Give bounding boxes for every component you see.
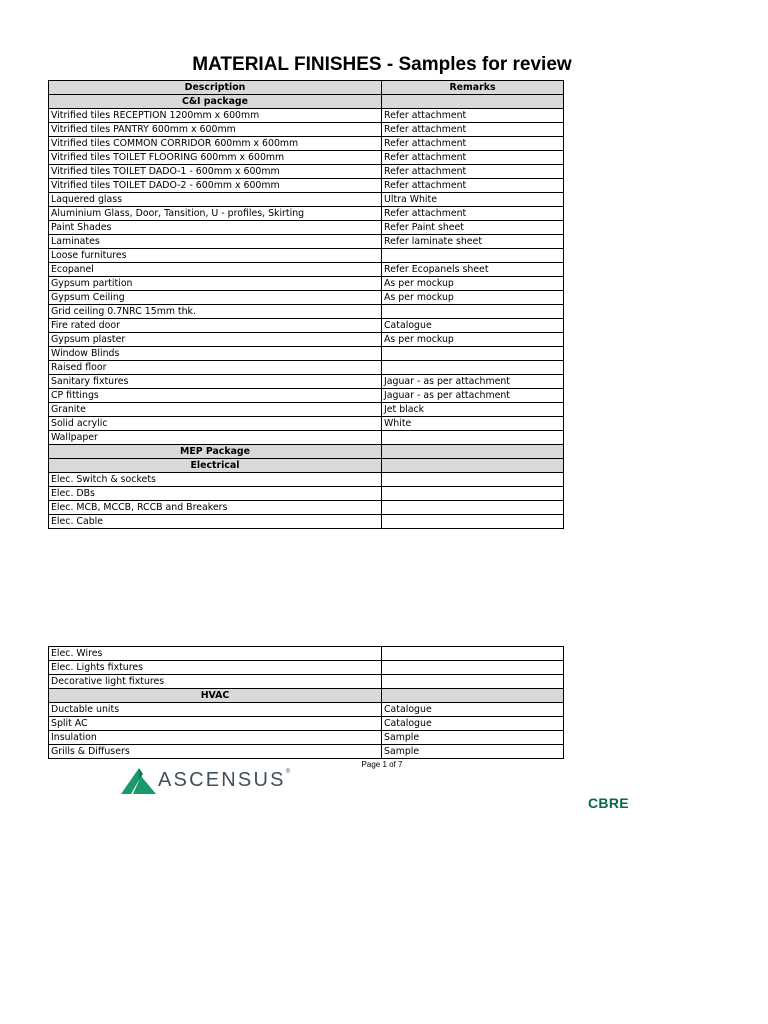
cbre-logo: CBRE — [588, 795, 629, 811]
material-finishes-table-continued — [48, 646, 564, 759]
remarks-cell: Refer attachment — [382, 109, 564, 123]
remarks-cell — [382, 501, 564, 515]
remarks-cell: Jaguar - as per attachment — [382, 389, 564, 403]
remarks-cell: As per mockup — [382, 291, 564, 305]
description-cell: Raised floor — [49, 361, 382, 375]
table-row — [49, 179, 564, 193]
remarks-cell: Refer Paint sheet — [382, 221, 564, 235]
description-cell: Fire rated door — [49, 319, 382, 333]
remarks-cell: Refer attachment — [382, 123, 564, 137]
remarks-cell: Sample — [382, 745, 564, 759]
table-row — [49, 675, 564, 689]
remarks-cell — [382, 347, 564, 361]
remarks-cell: Sample — [382, 731, 564, 745]
description-cell: Insulation — [49, 731, 382, 745]
description-cell: Gypsum partition — [49, 277, 382, 291]
description-cell: Wallpaper — [49, 431, 382, 445]
table-row — [49, 417, 564, 431]
remarks-cell: Refer attachment — [382, 151, 564, 165]
section-title: MEP Package — [49, 445, 382, 459]
table-header-row — [49, 81, 564, 95]
remarks-cell — [382, 95, 564, 109]
table-row — [49, 165, 564, 179]
description-cell: Grid ceiling 0.7NRC 15mm thk. — [49, 305, 382, 319]
table-row — [49, 249, 564, 263]
remarks-cell: White — [382, 417, 564, 431]
description-cell: Vitrified tiles TOILET DADO-2 - 600mm x 600mm — [49, 179, 382, 193]
remarks-cell: Jet black — [382, 403, 564, 417]
description-cell: Granite — [49, 403, 382, 417]
table-row — [49, 333, 564, 347]
table-row — [49, 717, 564, 731]
description-cell: Laquered glass — [49, 193, 382, 207]
description-cell: Vitrified tiles PANTRY 600mm x 600mm — [49, 123, 382, 137]
table-row — [49, 389, 564, 403]
table-row — [49, 431, 564, 445]
description-cell: Ductable units — [49, 703, 382, 717]
remarks-cell — [382, 675, 564, 689]
section-title: Electrical — [49, 459, 382, 473]
table-row — [49, 291, 564, 305]
page-number: Page 1 of 7 — [361, 760, 403, 769]
description-cell: Aluminium Glass, Door, Tansition, U - profiles, Skirting — [49, 207, 382, 221]
description-cell: Vitrified tiles TOILET FLOORING 600mm x 600mm — [49, 151, 382, 165]
remarks-cell — [382, 361, 564, 375]
table-row — [49, 745, 564, 759]
description-cell: Elec. Lights fixtures — [49, 661, 382, 675]
remarks-cell: As per mockup — [382, 277, 564, 291]
remarks-cell — [382, 473, 564, 487]
table-row — [49, 375, 564, 389]
table-row — [49, 207, 564, 221]
column-header-description: Description — [49, 81, 382, 95]
remarks-cell: Catalogue — [382, 717, 564, 731]
remarks-cell — [382, 487, 564, 501]
table-row — [49, 319, 564, 333]
table-row — [49, 235, 564, 249]
remarks-cell — [382, 249, 564, 263]
description-cell: Sanitary fixtures — [49, 375, 382, 389]
description-cell: Laminates — [49, 235, 382, 249]
ascensus-mountain-icon — [120, 766, 158, 796]
table-row — [49, 703, 564, 717]
description-cell: CP fittings — [49, 389, 382, 403]
section-title: C&I package — [49, 95, 382, 109]
description-cell: Loose furnitures — [49, 249, 382, 263]
table-row — [49, 473, 564, 487]
table-row — [49, 123, 564, 137]
ascensus-logo — [120, 766, 320, 796]
remarks-cell — [382, 661, 564, 675]
description-cell: Elec. Switch & sockets — [49, 473, 382, 487]
remarks-cell — [382, 647, 564, 661]
remarks-cell: Jaguar - as per attachment — [382, 375, 564, 389]
remarks-cell: Refer Ecopanels sheet — [382, 263, 564, 277]
table-row — [49, 501, 564, 515]
remarks-cell: Refer attachment — [382, 165, 564, 179]
description-cell: Ecopanel — [49, 263, 382, 277]
table-row — [49, 221, 564, 235]
section-row — [49, 445, 564, 459]
description-cell: Vitrified tiles COMMON CORRIDOR 600mm x 600mm — [49, 137, 382, 151]
remarks-cell — [382, 459, 564, 473]
description-cell: Grills & Diffusers — [49, 745, 382, 759]
table-row — [49, 487, 564, 501]
table-row — [49, 731, 564, 745]
description-cell: Gypsum plaster — [49, 333, 382, 347]
table-row — [49, 277, 564, 291]
remarks-cell: Refer attachment — [382, 207, 564, 221]
remarks-cell: Refer attachment — [382, 179, 564, 193]
section-row — [49, 459, 564, 473]
table-row — [49, 263, 564, 277]
remarks-cell — [382, 305, 564, 319]
table-row — [49, 109, 564, 123]
table-row — [49, 347, 564, 361]
ascensus-wordmark: ASCENSUS® — [158, 769, 291, 791]
description-cell: Decorative light fixtures — [49, 675, 382, 689]
table-row — [49, 361, 564, 375]
description-cell: Elec. Wires — [49, 647, 382, 661]
remarks-cell: Refer attachment — [382, 137, 564, 151]
remarks-cell: Catalogue — [382, 703, 564, 717]
description-cell: Gypsum Ceiling — [49, 291, 382, 305]
description-cell: Vitrified tiles TOILET DADO-1 - 600mm x 600mm — [49, 165, 382, 179]
description-cell: Window Blinds — [49, 347, 382, 361]
description-cell: Split AC — [49, 717, 382, 731]
section-title: HVAC — [49, 689, 382, 703]
remarks-cell: Ultra White — [382, 193, 564, 207]
document-title: MATERIAL FINISHES - Samples for review — [192, 54, 572, 75]
table-row — [49, 515, 564, 529]
remarks-cell: As per mockup — [382, 333, 564, 347]
remarks-cell — [382, 515, 564, 529]
remarks-cell — [382, 689, 564, 703]
description-cell: Vitrified tiles RECEPTION 1200mm x 600mm — [49, 109, 382, 123]
table-row — [49, 137, 564, 151]
section-row — [49, 95, 564, 109]
description-cell: Elec. MCB, MCCB, RCCB and Breakers — [49, 501, 382, 515]
section-row — [49, 689, 564, 703]
description-cell: Solid acrylic — [49, 417, 382, 431]
remarks-cell — [382, 431, 564, 445]
table-row — [49, 305, 564, 319]
table-row — [49, 193, 564, 207]
remarks-cell — [382, 445, 564, 459]
remarks-cell: Catalogue — [382, 319, 564, 333]
description-cell: Elec. DBs — [49, 487, 382, 501]
description-cell: Paint Shades — [49, 221, 382, 235]
table-row — [49, 647, 564, 661]
table-row — [49, 661, 564, 675]
description-cell: Elec. Cable — [49, 515, 382, 529]
table-row — [49, 403, 564, 417]
table-row — [49, 151, 564, 165]
remarks-cell: Refer laminate sheet — [382, 235, 564, 249]
material-finishes-table — [48, 80, 564, 529]
column-header-remarks: Remarks — [382, 81, 564, 95]
